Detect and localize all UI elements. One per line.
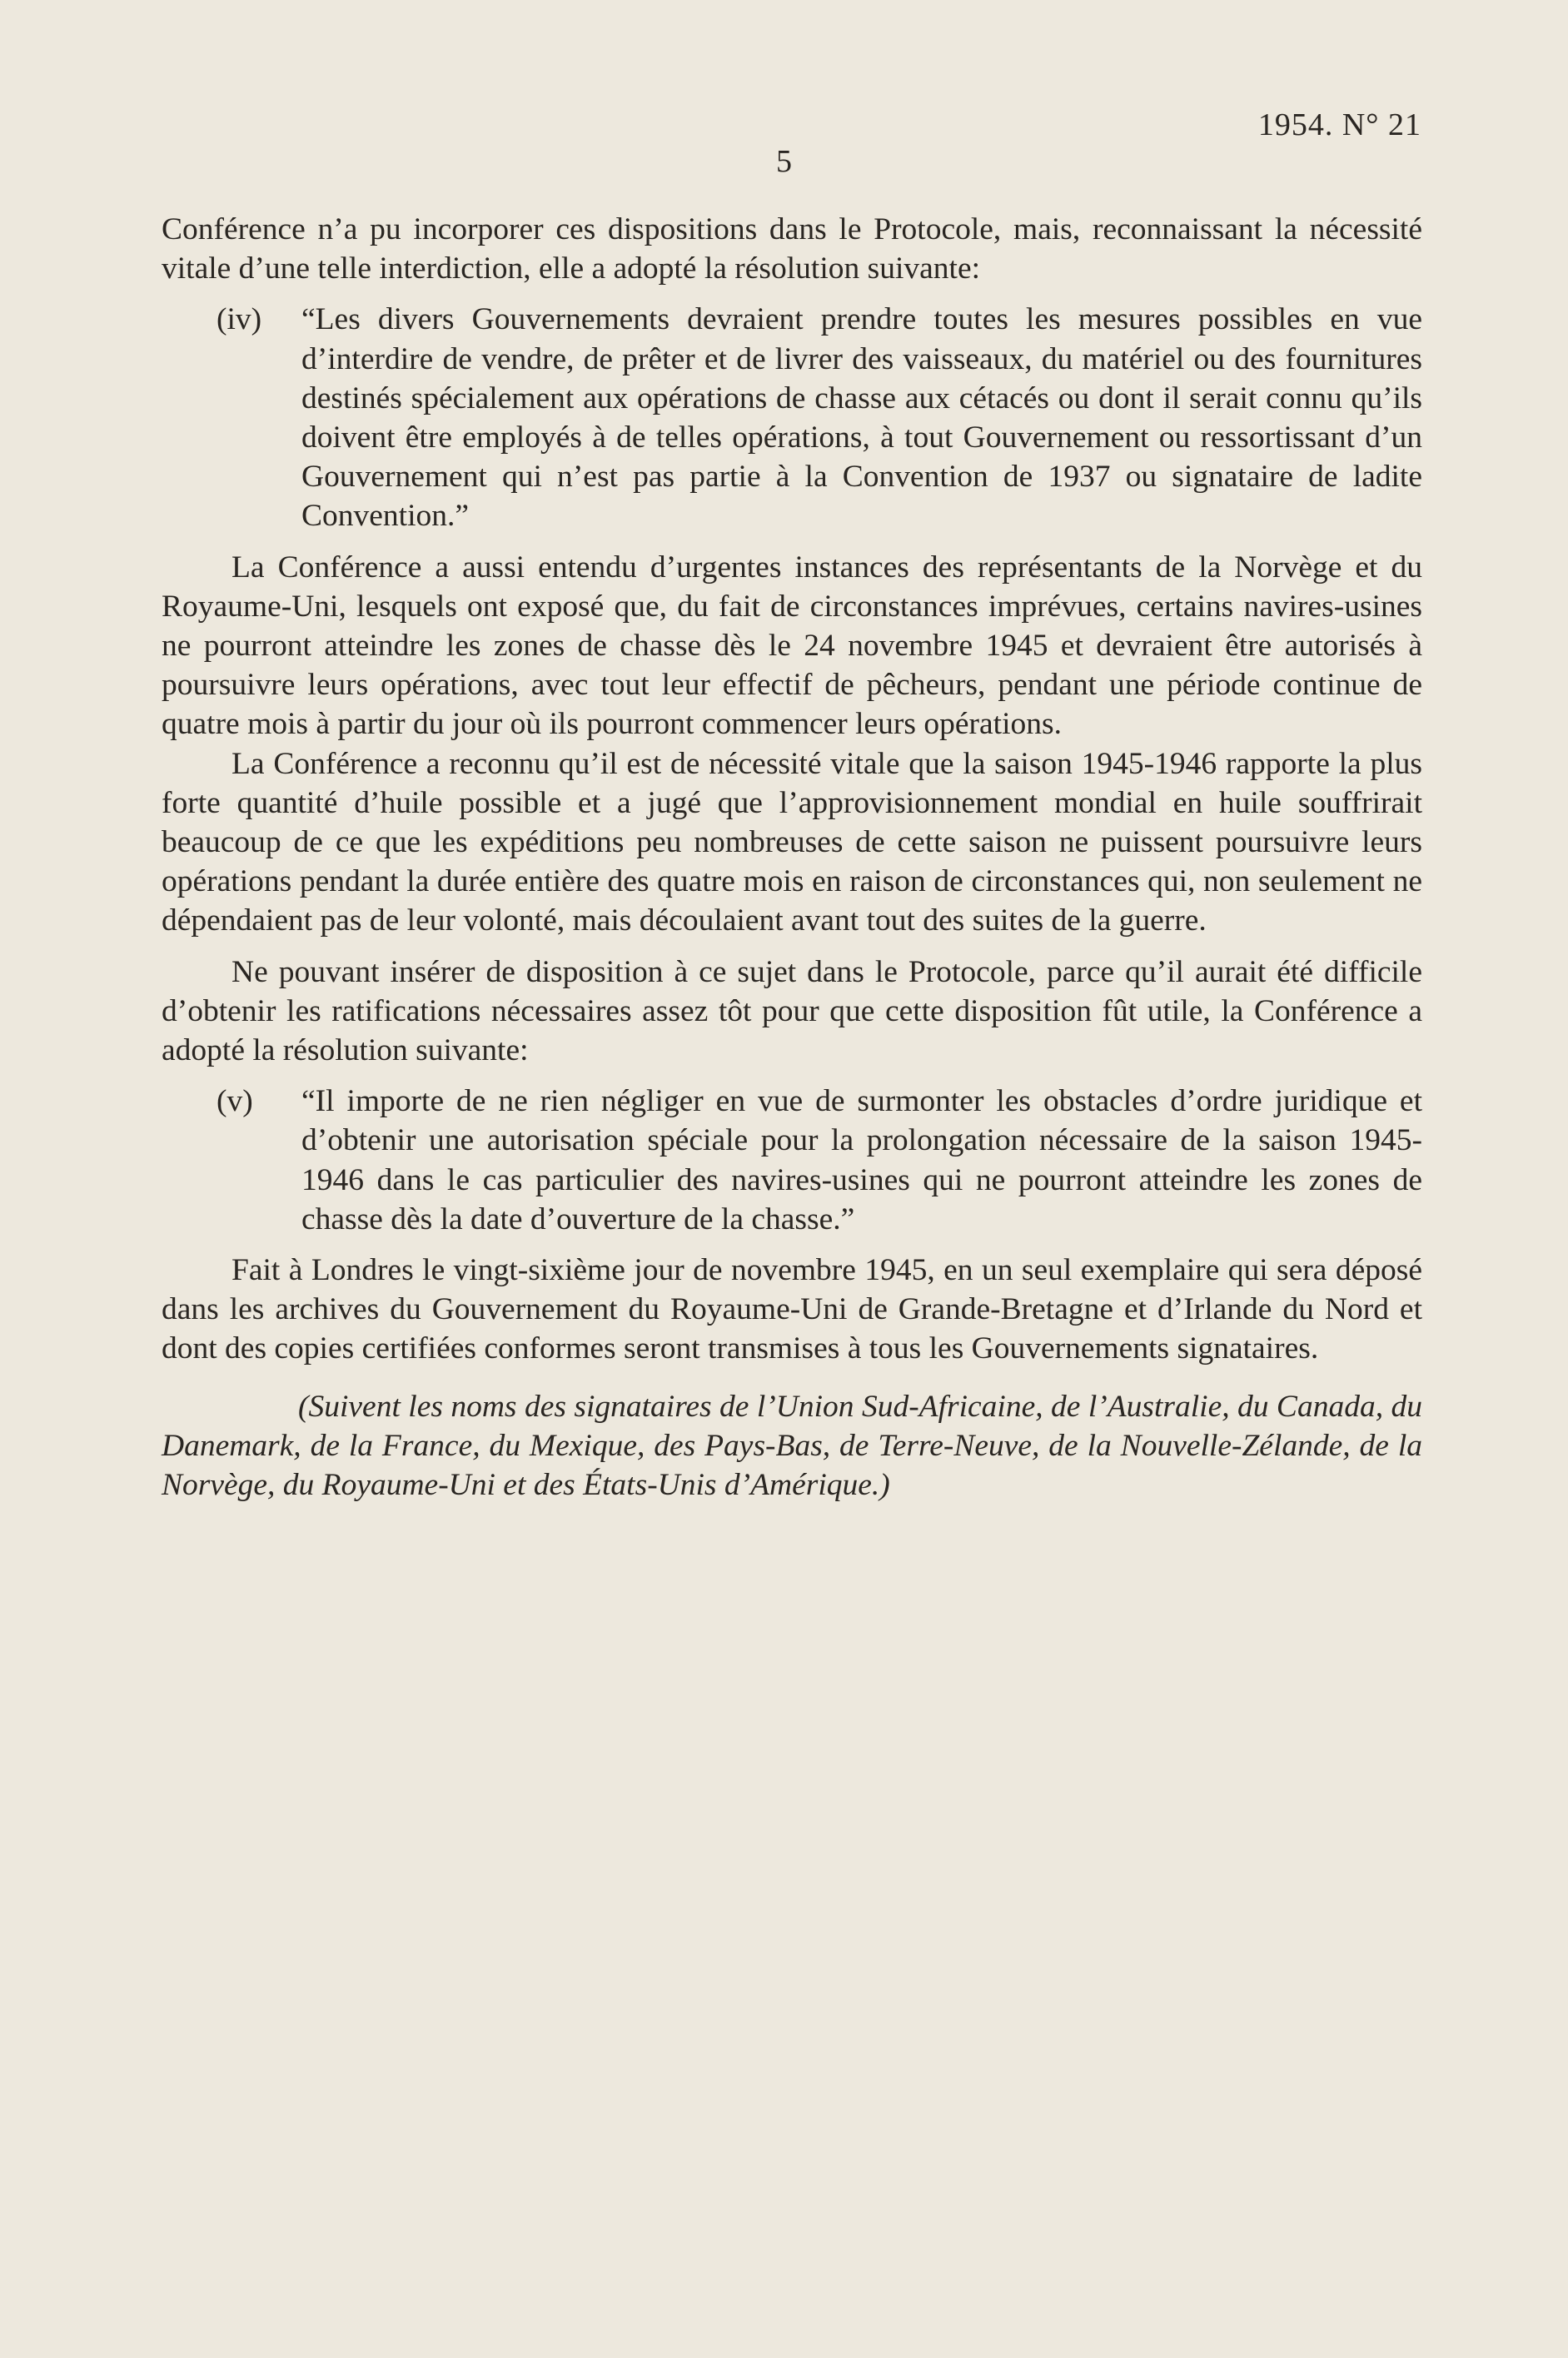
resolution-iv-text: “Les divers Gouvernements devraient prendre toutes les mesures possibles en vue d’interdire de vendre, de prêter et de livrer des vaisseaux, du matériel ou des fournitures destinés spécialement aux opérations de chasse aux cétacés ou dont il serait connu qu’ils doivent être employés à de telles opérations, à tout Gouvernement ou ressortissant d’un Gouvernement qui n’est pas partie à la Convention de 1937 ou signataire de ladite Convention.” — [301, 302, 1422, 534]
resolution-iv — [162, 300, 1422, 535]
page-number: 5 — [776, 144, 792, 179]
document-body — [162, 210, 1422, 1505]
done-at-paragraph: Fait à Londres le vingt-sixième jour de novembre 1945, en un seul exemplaire qui sera déposé dans les archives du Gouvernement du Royaume-Uni de Grande-Bretagne et d’Irlande du Nord et dont des copies certifiées conformes seront transmises à tous les Gouvernements signataires. — [162, 1253, 1422, 1366]
publication-reference: 1954. N° 21 — [1257, 107, 1421, 142]
resolution-v — [162, 1082, 1422, 1239]
resolution-v-label: (v) — [217, 1084, 253, 1119]
season-paragraph: La Conférence a reconnu qu’il est de nécessité vitale que la saison 1945-1946 rapporte la plus forte quantité d’huile possible et a jugé que l’approvisionnement mondial en huile souffrirait beaucoup de ce que les expéditions peu nombreuses de cette saison ne puissent poursuivre leurs opérations pendant la durée entière des quatre mois en raison de circonstances qui, non seulement ne dépendaient pas de leur volonté, mais découlaient avant tout des suites de la guerre. — [162, 746, 1422, 938]
norway-uk-paragraph: La Conférence a aussi entendu d’urgentes instances des représentants de la Norvège et du Royaume-Uni, lesquels ont exposé que, du fait de circonstances imprévues, certains navires-usines ne pourront atteindre les zones de chasse dès le 24 novembre 1945 et devraient être autorisés à poursuivre leurs opérations, avec tout leur effectif de pêcheurs, pendant une période continue de quatre mois à partir du jour où ils pourront commencer leurs opérations. — [162, 550, 1422, 742]
intro-paragraph: Conférence n’a pu incorporer ces dispositions dans le Protocole, mais, reconnaissant la nécessité vitale d’une telle interdiction, elle a adopté la résolution suivante: — [162, 212, 1422, 286]
resolution-v-text: “Il importe de ne rien négliger en vue de surmonter les obstacles d’ordre juridique et d’obtenir une autorisation spéciale pour la prolongation nécessaire de la saison 1945-1946 dans le cas particulier des navires-usines qui ne pourront atteindre les zones de chasse dès la date d’ouverture de la chasse.” — [301, 1084, 1422, 1236]
signatories-note: (Suivent les noms des signataires de l’Union Sud-Africaine, de l’Australie, du Canada, du Danemark, de la France, du Mexique, des Pays-Bas, de Terre-Neuve, de la Nouvelle-Zélande, de la Norvège, du Royaume-Uni et des États-Unis d’Amérique.) — [162, 1389, 1422, 1503]
resolution-iv-label: (iv) — [217, 302, 262, 337]
protocol-paragraph: Ne pouvant insérer de disposition à ce sujet dans le Protocole, parce qu’il aurait été difficile d’obtenir les ratifications nécessaires assez tôt pour que cette disposition fût utile, la Conférence a adopté la résolution suivante: — [162, 954, 1422, 1068]
